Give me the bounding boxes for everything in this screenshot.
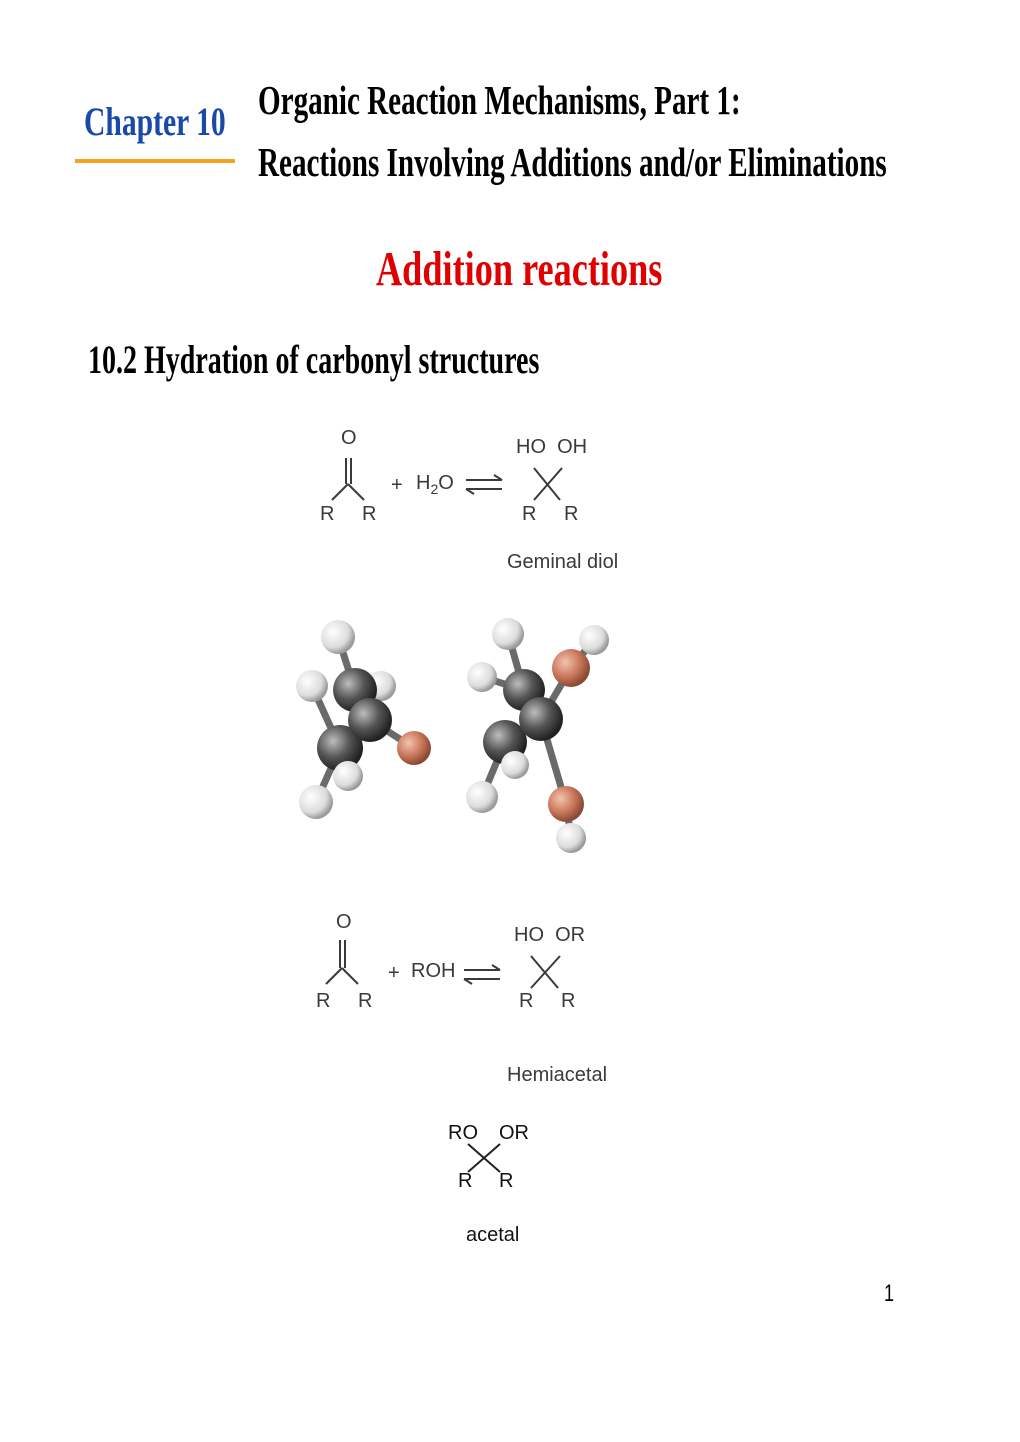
equilibrium-arrow-1 [466, 475, 502, 494]
hemiacetal-caption: Hemiacetal [507, 1064, 608, 1086]
acetone-atoms [296, 620, 431, 819]
product2-r-left: R [519, 990, 534, 1012]
product2-r-right: R [561, 990, 576, 1012]
acetal-structure [468, 1144, 500, 1172]
section-title: 10.2 Hydration of carbonyl structures [88, 337, 540, 382]
reactant2-r-left: R [316, 990, 331, 1012]
page-heading: Addition reactions [376, 241, 663, 296]
title-line-1: Organic Reaction Mechanisms, Part 1: [258, 77, 741, 123]
reagent-o: O [438, 472, 454, 494]
acetal-r-left: R [458, 1170, 473, 1192]
product-r-right: R [564, 503, 579, 525]
reactant2-r-right: R [358, 990, 373, 1012]
ketone-structure-1 [332, 458, 364, 500]
reagent-subscript: 2 [430, 481, 439, 497]
alcohol-reagent: ROH [411, 960, 456, 982]
equilibrium-arrow-2 [464, 965, 500, 984]
page-number: 1 [884, 1280, 895, 1307]
reactant2-oxygen: O [336, 911, 352, 933]
diol-atoms [466, 618, 609, 853]
ketone-structure-2 [326, 940, 358, 984]
reactant-oxygen: O [341, 427, 357, 449]
reagent-h: H [416, 472, 431, 494]
title-line-2: Reactions Involving Additions and/or Eliminations [258, 139, 887, 185]
acetal-or: OR [499, 1122, 529, 1144]
plus-sign: + [391, 474, 403, 496]
geminal-diol-caption: Geminal diol [507, 551, 619, 573]
reactant-r-left: R [320, 503, 335, 525]
acetal-caption: acetal [466, 1224, 520, 1246]
acetal-ro: RO [448, 1122, 478, 1144]
diol-hydroxyls: HO OH [516, 436, 588, 458]
diol-structure [534, 468, 562, 500]
water-reagent [416, 472, 454, 497]
plus-sign-2: + [388, 962, 400, 984]
product-r-left: R [522, 503, 537, 525]
chapter-label: Chapter 10 [84, 99, 226, 144]
reactant-r-right: R [362, 503, 377, 525]
hemiacetal-groups: HO OR [514, 924, 586, 946]
hemiacetal-structure [531, 956, 560, 988]
acetal-r-right: R [499, 1170, 514, 1192]
